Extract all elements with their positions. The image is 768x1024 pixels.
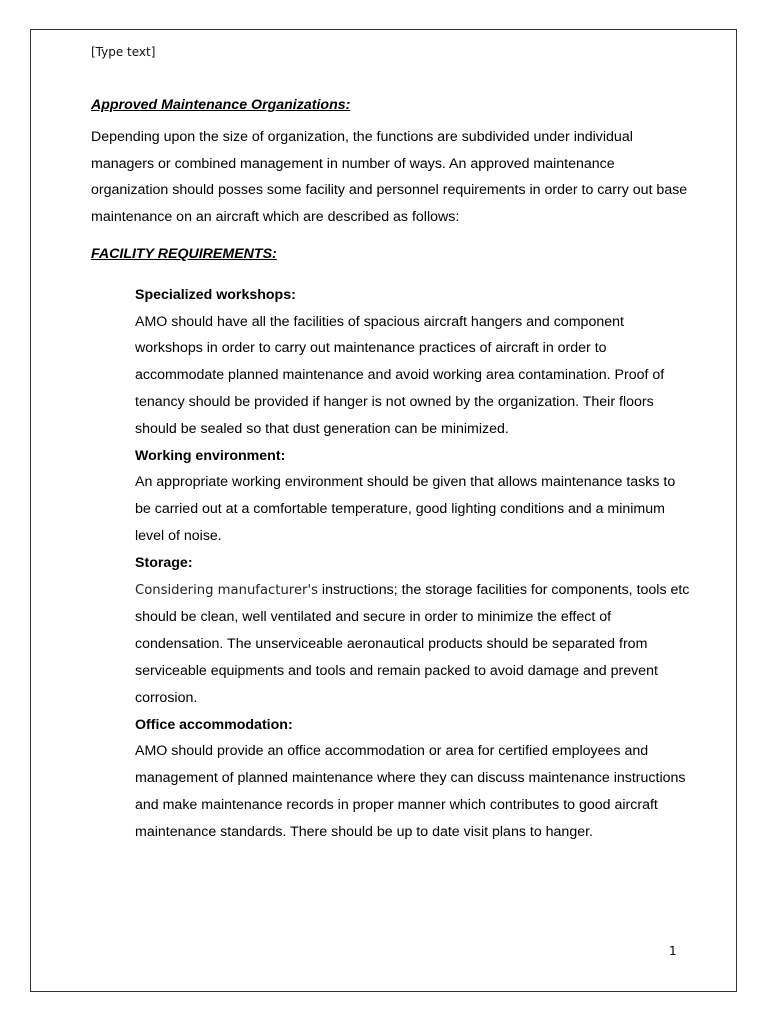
- section-title: Specialized workshops:: [135, 286, 296, 303]
- document-title: Approved Maintenance Organizations:: [91, 97, 351, 113]
- section-title: Storage:: [135, 554, 193, 571]
- section-body: [135, 577, 691, 712]
- header-placeholder-text: [Type text]: [91, 45, 156, 59]
- section-storage: [135, 550, 691, 712]
- section-title: Office accommodation:: [135, 716, 293, 733]
- section-body: AMO should have all the facilities of spacious aircraft hangers and component workshops in order to carry out maintenance practices of aircraft in order to accommodate planned maintenance and avoid working area contamination. Proof of tenancy should be provided if hanger is not owned by the organization. Their floors should be sealed so that dust generation can be minimized.: [135, 313, 665, 437]
- section-specialized-workshops: [135, 282, 691, 443]
- section-body: AMO should provide an office accommodation or area for certified employees and management of planned maintenance where they can discuss maintenance instructions and make maintenance records in proper manner which contributes to good aircraft maintenance standards. There should be up to date visit plans to hanger.: [135, 743, 686, 840]
- intro-paragraph: Depending upon the size of organization, the functions are subdivided under individual managers or combined management in number of ways. An approved maintenance organization should posses some facility and personnel requirements in order to carry out base maintenance on an aircraft which are described as follows:: [91, 128, 688, 226]
- page-number: 1: [669, 944, 677, 958]
- facility-requirements-heading: FACILITY REQUIREMENTS:: [91, 245, 277, 262]
- facility-sections: [91, 282, 691, 846]
- section-working-environment: [135, 443, 691, 550]
- section-office-accommodation: [135, 712, 691, 846]
- document-body: [91, 92, 691, 846]
- section-title: Working environment:: [135, 447, 286, 464]
- section-body: An appropriate working environment should be given that allows maintenance tasks to be carried out at a comfortable temperature, good lighting conditions and a minimum level of noise.: [135, 474, 676, 544]
- section-body-lead: Considering manufacturer's: [135, 582, 318, 598]
- section-body-rest: instructions; the storage facilities for components, tools etc should be clean, well ventilated and secure in order to minimize the effect of condensation. The unserviceable aeronautical products should be separated from serviceable equipments and tools and remain packed to avoid damage and prevent corrosion.: [135, 581, 690, 706]
